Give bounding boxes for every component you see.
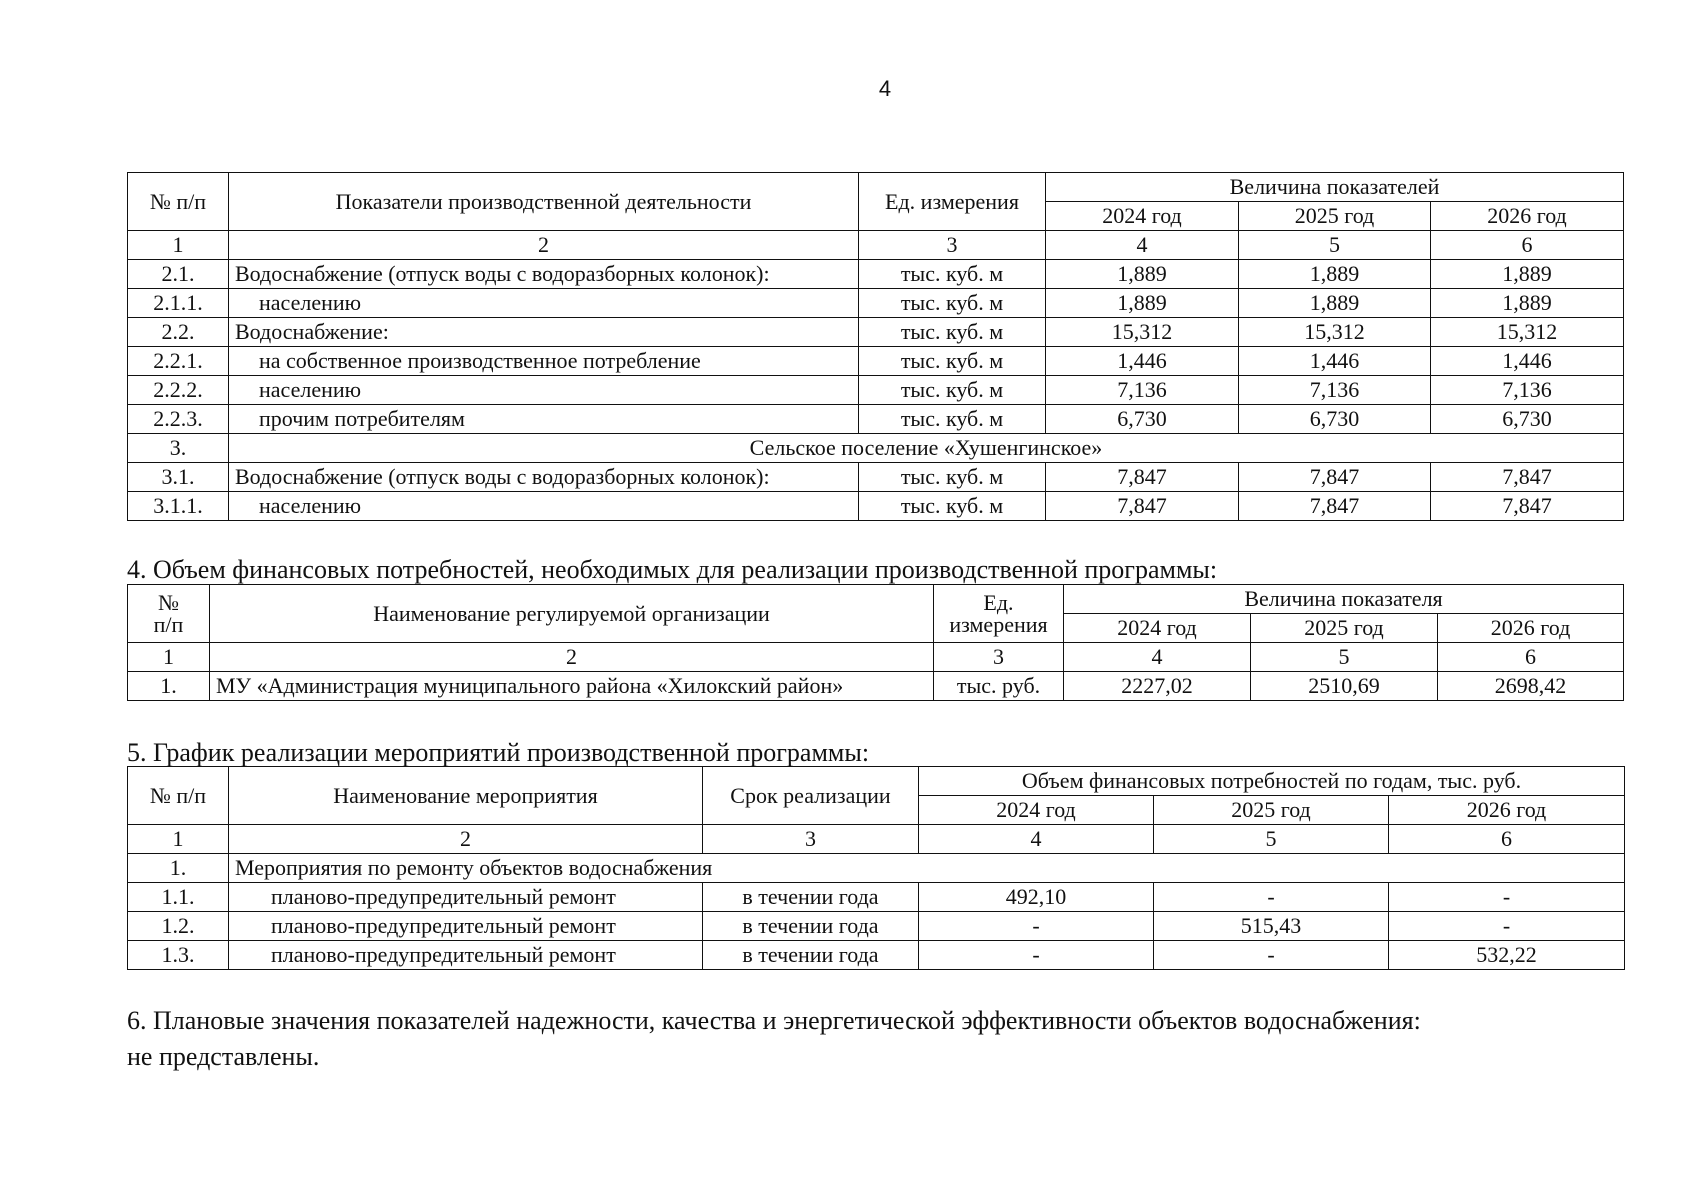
table-row bbox=[128, 347, 1624, 376]
header-num: № п/п bbox=[128, 173, 229, 231]
section-row bbox=[128, 434, 1624, 463]
row-value: 1,446 bbox=[1046, 347, 1239, 376]
row-value: 6,730 bbox=[1431, 405, 1624, 434]
header-unit: Ед. измерения bbox=[859, 173, 1046, 231]
row-num: 1.1. bbox=[128, 883, 229, 912]
row-value: - bbox=[919, 941, 1154, 970]
row-name: населению bbox=[229, 289, 859, 318]
production-indicators-table bbox=[127, 172, 1624, 521]
row-name: на собственное производственное потребление bbox=[229, 347, 859, 376]
column-number: 5 bbox=[1251, 643, 1438, 672]
row-value: 1,889 bbox=[1046, 260, 1239, 289]
table-row bbox=[128, 492, 1624, 521]
header-unit-line: измерения bbox=[949, 611, 1048, 637]
row-value: 1,889 bbox=[1239, 260, 1431, 289]
table-row bbox=[128, 941, 1625, 970]
header-year: 2025 год bbox=[1239, 202, 1431, 231]
row-value: 7,847 bbox=[1431, 463, 1624, 492]
header-indicator-name: Показатели производственной деятельности bbox=[229, 173, 859, 231]
section6-note bbox=[127, 1003, 1421, 1075]
row-num: 3.1.1. bbox=[128, 492, 229, 521]
table-row bbox=[128, 405, 1624, 434]
row-value: 515,43 bbox=[1154, 912, 1389, 941]
row-unit: тыс. куб. м bbox=[859, 405, 1046, 434]
column-number-row bbox=[128, 825, 1625, 854]
row-unit: тыс. куб. м bbox=[859, 289, 1046, 318]
column-number: 3 bbox=[859, 231, 1046, 260]
column-number: 4 bbox=[1046, 231, 1239, 260]
row-term: в течении года bbox=[703, 912, 919, 941]
header-year: 2025 год bbox=[1154, 796, 1389, 825]
row-num: 1.2. bbox=[128, 912, 229, 941]
row-value: 15,312 bbox=[1431, 318, 1624, 347]
row-value: - bbox=[1154, 883, 1389, 912]
header-values-group: Величина показателя bbox=[1064, 585, 1624, 614]
row-value: - bbox=[1389, 883, 1625, 912]
section5-heading: 5. График реализации мероприятий производственной программы: bbox=[127, 738, 870, 767]
column-number-row bbox=[128, 643, 1624, 672]
group-title: Мероприятия по ремонту объектов водоснабжения bbox=[229, 854, 1625, 883]
row-value: 7,847 bbox=[1046, 492, 1239, 521]
row-value: 7,847 bbox=[1239, 463, 1431, 492]
row-value: 492,10 bbox=[919, 883, 1154, 912]
column-number: 6 bbox=[1438, 643, 1624, 672]
header-year: 2024 год bbox=[919, 796, 1154, 825]
row-name: планово-предупредительный ремонт bbox=[229, 941, 703, 970]
row-name: населению bbox=[229, 492, 859, 521]
table-row bbox=[128, 463, 1624, 492]
table-row bbox=[128, 376, 1624, 405]
table-header-row bbox=[128, 767, 1625, 796]
column-number: 3 bbox=[703, 825, 919, 854]
group-row bbox=[128, 854, 1625, 883]
header-year: 2024 год bbox=[1064, 614, 1251, 643]
row-unit: тыс. руб. bbox=[934, 672, 1064, 701]
header-values-group: Объем финансовых потребностей по годам, тыс. руб. bbox=[919, 767, 1625, 796]
row-name: Водоснабжение (отпуск воды с водоразборных колонок): bbox=[229, 260, 859, 289]
row-value: 7,136 bbox=[1431, 376, 1624, 405]
row-value: 2227,02 bbox=[1064, 672, 1251, 701]
column-number: 3 bbox=[934, 643, 1064, 672]
row-value: 15,312 bbox=[1046, 318, 1239, 347]
header-num-line: № bbox=[158, 589, 179, 615]
row-value: 15,312 bbox=[1239, 318, 1431, 347]
header-event-name: Наименование мероприятия bbox=[229, 767, 703, 825]
schedule-table bbox=[127, 766, 1625, 970]
row-unit: тыс. куб. м bbox=[859, 463, 1046, 492]
row-value: 1,889 bbox=[1239, 289, 1431, 318]
header-num-line: п/п bbox=[153, 611, 184, 637]
row-unit: тыс. куб. м bbox=[859, 318, 1046, 347]
row-num: 2.2.2. bbox=[128, 376, 229, 405]
header-year: 2025 год bbox=[1251, 614, 1438, 643]
header-values-group: Величина показателей bbox=[1046, 173, 1624, 202]
table-row bbox=[128, 318, 1624, 347]
row-value: 6,730 bbox=[1046, 405, 1239, 434]
header-year: 2026 год bbox=[1389, 796, 1625, 825]
row-term: в течении года bbox=[703, 941, 919, 970]
column-number: 2 bbox=[210, 643, 934, 672]
column-number: 6 bbox=[1431, 231, 1624, 260]
row-value: 1,889 bbox=[1431, 289, 1624, 318]
row-value: 7,136 bbox=[1239, 376, 1431, 405]
section6-status: не представлены. bbox=[127, 1042, 320, 1071]
row-num: 2.1. bbox=[128, 260, 229, 289]
row-term: в течении года bbox=[703, 883, 919, 912]
financial-needs-table bbox=[127, 584, 1624, 701]
section6-heading: 6. Плановые значения показателей надежности, качества и энергетической эффективности объектов водоснабжения: bbox=[127, 1006, 1421, 1035]
table-row bbox=[128, 289, 1624, 318]
page-number: 4 bbox=[878, 76, 892, 101]
column-number: 2 bbox=[229, 825, 703, 854]
row-name: Водоснабжение: bbox=[229, 318, 859, 347]
row-value: 6,730 bbox=[1239, 405, 1431, 434]
row-value: 1,889 bbox=[1431, 260, 1624, 289]
row-unit: тыс. куб. м bbox=[859, 492, 1046, 521]
header-year: 2024 год bbox=[1046, 202, 1239, 231]
row-unit: тыс. куб. м bbox=[859, 376, 1046, 405]
column-number: 4 bbox=[919, 825, 1154, 854]
row-value: 532,22 bbox=[1389, 941, 1625, 970]
row-name: прочим потребителям bbox=[229, 405, 859, 434]
row-num: 1. bbox=[128, 672, 210, 701]
column-number: 1 bbox=[128, 643, 210, 672]
row-value: 2698,42 bbox=[1438, 672, 1624, 701]
row-value: 1,889 bbox=[1046, 289, 1239, 318]
column-number: 5 bbox=[1154, 825, 1389, 854]
column-number: 1 bbox=[128, 231, 229, 260]
column-number: 6 bbox=[1389, 825, 1625, 854]
row-value: 1,446 bbox=[1431, 347, 1624, 376]
header-num bbox=[128, 585, 210, 643]
row-num: 2.1.1. bbox=[128, 289, 229, 318]
table-header-row bbox=[128, 585, 1624, 614]
section-num: 3. bbox=[128, 434, 229, 463]
row-name: населению bbox=[229, 376, 859, 405]
row-value: 1,446 bbox=[1239, 347, 1431, 376]
column-number: 1 bbox=[128, 825, 229, 854]
column-number: 5 bbox=[1239, 231, 1431, 260]
row-num: 2.2. bbox=[128, 318, 229, 347]
row-value: - bbox=[1154, 941, 1389, 970]
table-row bbox=[128, 260, 1624, 289]
row-value: 7,847 bbox=[1239, 492, 1431, 521]
column-number-row bbox=[128, 231, 1624, 260]
row-num: 3.1. bbox=[128, 463, 229, 492]
header-num: № п/п bbox=[128, 767, 229, 825]
row-value: 2510,69 bbox=[1251, 672, 1438, 701]
table-row bbox=[128, 672, 1624, 701]
row-num: 2.2.3. bbox=[128, 405, 229, 434]
row-value: 7,847 bbox=[1046, 463, 1239, 492]
row-value: - bbox=[1389, 912, 1625, 941]
row-value: 7,847 bbox=[1431, 492, 1624, 521]
row-unit: тыс. куб. м bbox=[859, 347, 1046, 376]
row-unit: тыс. куб. м bbox=[859, 260, 1046, 289]
row-value: - bbox=[919, 912, 1154, 941]
group-num: 1. bbox=[128, 854, 229, 883]
row-name: планово-предупредительный ремонт bbox=[229, 912, 703, 941]
table-header-row bbox=[128, 173, 1624, 202]
header-term: Срок реализации bbox=[703, 767, 919, 825]
section4-heading: 4. Объем финансовых потребностей, необходимых для реализации производственной программы: bbox=[127, 555, 1218, 584]
row-name: Водоснабжение (отпуск воды с водоразборных колонок): bbox=[229, 463, 859, 492]
row-value: 7,136 bbox=[1046, 376, 1239, 405]
column-number: 4 bbox=[1064, 643, 1251, 672]
section-title: Сельское поселение «Хушенгинское» bbox=[229, 434, 1624, 463]
row-num: 2.2.1. bbox=[128, 347, 229, 376]
row-name: МУ «Администрация муниципального района «Хилокский район» bbox=[210, 672, 934, 701]
header-unit bbox=[934, 585, 1064, 643]
column-number: 2 bbox=[229, 231, 859, 260]
row-name: планово-предупредительный ремонт bbox=[229, 883, 703, 912]
header-unit-line: Ед. bbox=[983, 589, 1014, 615]
row-num: 1.3. bbox=[128, 941, 229, 970]
table-row bbox=[128, 912, 1625, 941]
header-organization-name: Наименование регулируемой организации bbox=[210, 585, 934, 643]
header-year: 2026 год bbox=[1431, 202, 1624, 231]
table-row bbox=[128, 883, 1625, 912]
header-year: 2026 год bbox=[1438, 614, 1624, 643]
